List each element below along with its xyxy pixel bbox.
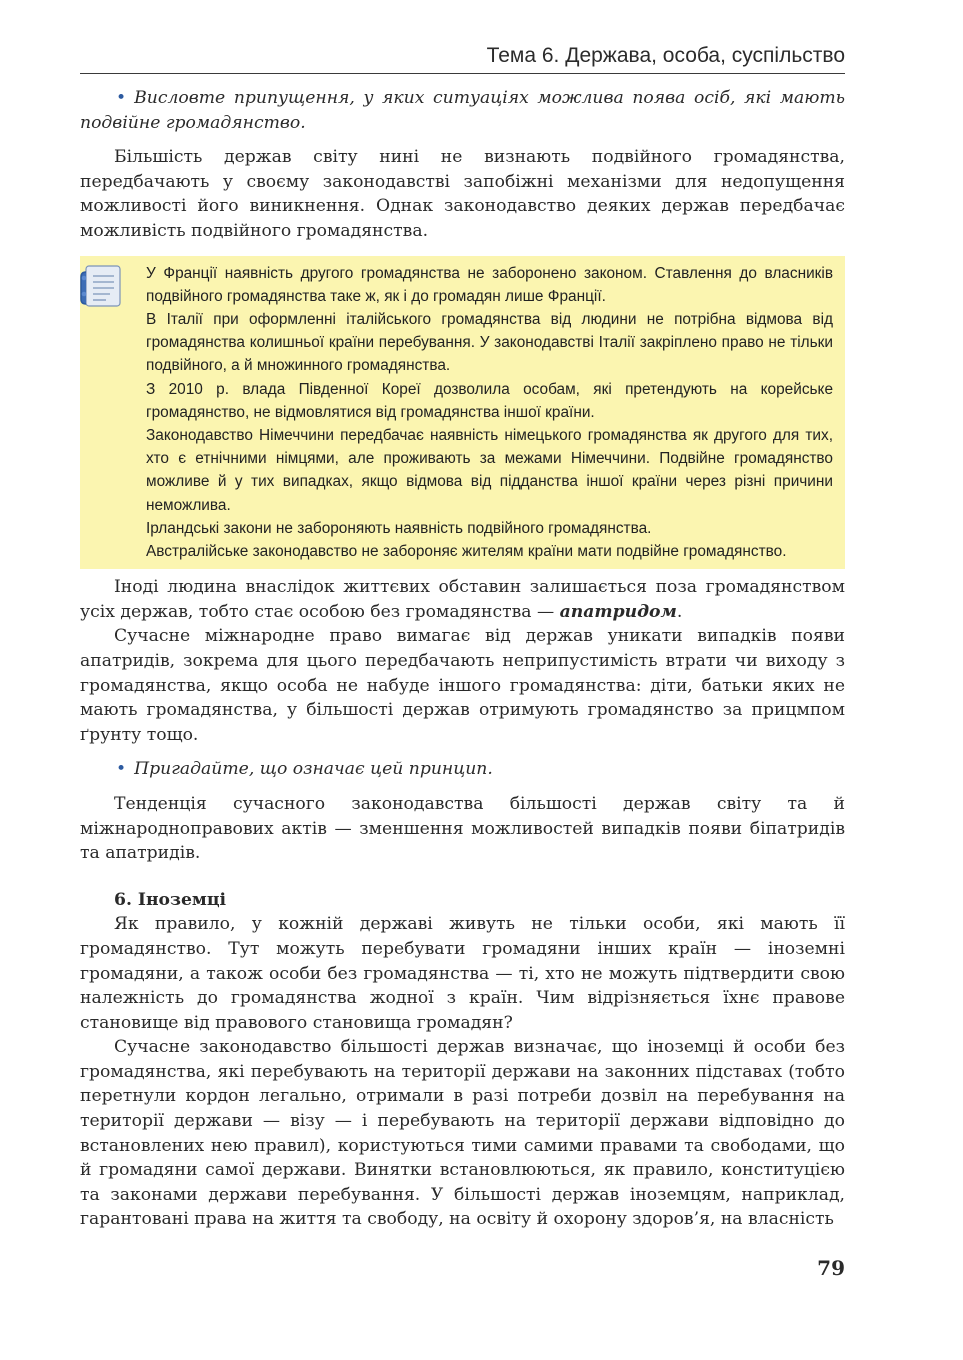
info-box: [80, 256, 845, 570]
box-paragraph: В Італії при оформленні італійського громадянства від людини не потрібна відмова від громадянства колишньої країни перебування. У законодавстві Італії закріплено право не тільки подвійного, а й множинного громадянства.: [146, 310, 833, 375]
paragraph-text: Іноді людина внаслідок життєвих обставин залишається поза громадянством усіх держав, тобто стає особою без громадянства —: [80, 577, 845, 622]
header-rule: [80, 73, 845, 74]
box-paragraph: Австралійське законодавство не забороняє жителям країни мати подвійне громадянство.: [146, 543, 787, 560]
box-paragraph: Законодавство Німеччини передбачає наявність німецького громадянства як другого для тих, хто є етнічними німцями, але проживають за межами Німеччини. Подвійне громадянство можливе й у тих випадках, якщо відмова від підданства іншої країни через різні причини неможлива.: [146, 426, 833, 514]
question-text: Висловте припущення, у яких ситуаціях можлива поява осіб, які мають подвійне громадянство.: [80, 88, 845, 133]
page-number: 79: [817, 1256, 845, 1280]
bullet-icon: •: [116, 759, 127, 780]
question-bullet: [80, 86, 845, 135]
paragraph: Як правило, у кожній державі живуть не тільки особи, які мають її громадянство. Тут можуть перебувати громадяни інших країн — іноземні громадяни, а також особи без громадянства — ті, хто не можуть підтвердити свою належність до громадянства жодної з країн. Чим відрізняється їхнє правове становище від правового становища громадян?: [80, 914, 845, 1033]
page-body: [80, 86, 845, 1232]
box-paragraph: З 2010 р. влада Південної Кореї дозволила особам, які претендують на корейське громадянство, не відмовлятися від громадянства іншої країни.: [146, 380, 833, 421]
question-text: Пригадайте, що означає цей принцип.: [134, 759, 493, 780]
box-paragraph: Ірландські закони не забороняють наявність подвійного громадянства.: [146, 519, 652, 537]
running-header: Тема 6. Держава, особа, суспільство: [486, 44, 845, 67]
paragraph: Більшість держав світу нині не визнають подвійного громадянства, передбачають у своєму законодавстві запобіжні механізми для недопущення можливості його виникнення. Однак законодавство деяких держав передбачає можливість подвійного громадянства.: [80, 147, 845, 241]
paragraph: Сучасне законодавство більшості держав визначає, що іноземці й особи без громадянства, які перебувають на території держави на законних підставах (тобто перетнули кордон легально, отримали в разі потреби дозвіл на перебування на території держави — візу — і перебувають на території держави відповідно до встановлених нею правил), користуються тими самими правами та свободами, що й громадяни самої держави. Винятки встановлюються, як правило, конституцією та законами держави перебування. У більшості держав іноземцям, наприклад, гарантовані права на життя та свободу, на освіту й охорону здоров’я, на власність: [80, 1037, 845, 1230]
box-paragraph: У Франції наявність другого громадянства не заборонено законом. Ставлення до власників подвійного громадянства таке ж, як і до громадян лише Франції.: [146, 264, 833, 305]
paragraph: Тенденція сучасного законодавства більшості держав світу та й міжнародноправових актів — зменшення можливостей випадків появи біпатридів та апатридів.: [80, 793, 845, 864]
question-bullet: [80, 757, 845, 782]
section-heading: 6. Іноземці: [114, 889, 227, 910]
term-apatride: апатридом: [559, 601, 677, 622]
bullet-icon: •: [116, 88, 127, 108]
paragraph: [80, 575, 845, 624]
document-icon: [80, 262, 126, 310]
paragraph: Сучасне міжнародне право вимагає від держав уникати випадків появи апатридів, зокрема для цього передбачають неприпустимість втрати чи виходу з громадянства, якщо особа не набуде іншого громадянства: діти, батьки яких не мають громадянства, у більшості держав отримують громадянство за прицмпом ґрунту тощо.: [80, 626, 845, 745]
paragraph-text: .: [676, 601, 683, 622]
